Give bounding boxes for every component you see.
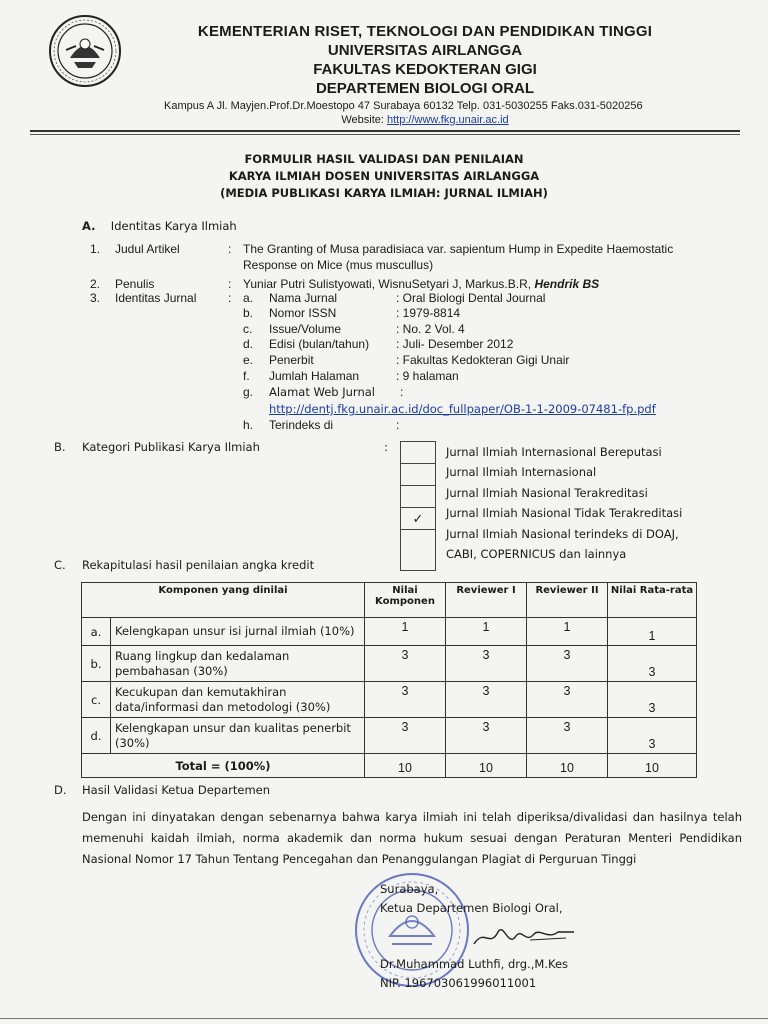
- university-name: UNIVERSITAS AIRLANGGA: [327, 42, 523, 59]
- category-checkbox-checked[interactable]: ✓: [401, 507, 435, 529]
- website-label: Website:: [341, 114, 384, 126]
- journal-value: : 9 halaman: [396, 369, 459, 383]
- total-value: 10: [365, 754, 446, 778]
- article-title-line1: The Granting of Musa paradisiaca var. sapientum Hump in Expedite Haemostatic: [243, 242, 674, 256]
- cell-reviewer1: 3: [446, 682, 527, 718]
- section-letter: A.: [82, 219, 96, 233]
- signer-nip: NIP. 196703061996011001: [380, 976, 537, 990]
- category-label: Jurnal Ilmiah Internasional: [446, 465, 597, 480]
- website-line: [130, 114, 720, 126]
- faculty-name: FAKULTAS KEDOKTERAN GIGI: [313, 61, 537, 78]
- journal-label: Penerbit: [269, 353, 314, 367]
- journal-value: : 1979-8814: [396, 306, 461, 320]
- cell-value: 1: [365, 618, 446, 646]
- row-no: b.: [82, 646, 111, 682]
- section-b-title: Kategori Publikasi Karya Ilmiah: [82, 440, 260, 454]
- validation-statement: Dengan ini dinyatakan dengan sebenarnya bahwa karya ilmiah ini telah diperiksa/divalidasi dan hasilnya telah memenuhi kaidah ilmiah, norma akademik dan norma hukum sesuai dengan Peraturan Menteri Pendidikan Nasional Nomor 17 Tahun Tentang Pencegahan dan Penanggulangan Plagiat di Perguruan Tinggi: [82, 810, 742, 866]
- cell-value: 3: [365, 718, 446, 754]
- article-title-line2: Response on Mice (mus muscullus): [243, 258, 434, 272]
- table-row: [82, 646, 697, 682]
- item-no: 3.: [90, 291, 101, 305]
- row-no: a.: [82, 618, 111, 646]
- row-no: c.: [82, 682, 111, 718]
- signer-name: Dr.Muhammad Luthfi, drg.,M.Kes: [380, 957, 569, 971]
- handwritten-signature-icon: [470, 918, 580, 952]
- journal-value: : Juli- Desember 2012: [396, 337, 514, 351]
- journal-web-link[interactable]: http://dentj.fkg.unair.ac.id/doc_fullpaper/OB-1-1-2009-07481-fp.pdf: [269, 402, 656, 416]
- journal-letter: c.: [243, 322, 253, 336]
- section-d-title: Hasil Validasi Ketua Departemen: [82, 783, 271, 797]
- journal-letter: e.: [243, 353, 254, 367]
- cell-average: 3: [608, 682, 697, 718]
- row-component: Ruang lingkup dan kedalaman pembahasan (30%): [111, 646, 365, 682]
- letterhead: [130, 22, 720, 126]
- journal-value: : Fakultas Kedokteran Gigi Unair: [396, 353, 570, 367]
- journal-letter: b.: [243, 306, 254, 320]
- table-row: [82, 682, 697, 718]
- form-title: [0, 151, 768, 202]
- page-bottom-edge: [0, 1018, 768, 1019]
- university-seal-icon: [48, 14, 122, 88]
- row-component: Kelengkapan unsur dan kualitas penerbit (30%): [111, 718, 365, 754]
- item-sep: :: [228, 242, 232, 256]
- total-label: Total = (100%): [82, 754, 365, 778]
- journal-label: Terindeks di: [269, 418, 334, 432]
- cell-reviewer1: 1: [446, 618, 527, 646]
- section-b-letter: B.: [54, 440, 66, 454]
- journal-label: Alamat Web Jurnal: [269, 385, 375, 399]
- journal-value: : No. 2 Vol. 4: [396, 322, 465, 336]
- cell-reviewer1: 3: [446, 718, 527, 754]
- journal-letter: h.: [243, 418, 254, 432]
- journal-letter: d.: [243, 337, 254, 351]
- cell-reviewer2: 3: [527, 646, 608, 682]
- journal-label: Nomor ISSN: [269, 306, 337, 320]
- category-checkboxes: [400, 441, 436, 571]
- journal-label: Edisi (bulan/tahun): [269, 337, 370, 351]
- item-label: Judul Artikel: [115, 242, 180, 256]
- item-no: 2.: [90, 277, 101, 291]
- website-link[interactable]: http://www.fkg.unair.ac.id: [386, 114, 509, 126]
- department-name: DEPARTEMEN BIOLOGI ORAL: [315, 80, 535, 97]
- cell-reviewer2: 3: [527, 718, 608, 754]
- total-reviewer1: 10: [446, 754, 527, 778]
- journal-value: :: [400, 385, 404, 399]
- ministry-name: KEMENTERIAN RISET, TEKNOLOGI DAN PENDIDIKAN TINGGI: [197, 23, 653, 40]
- journal-label: Jumlah Halaman: [269, 369, 360, 383]
- category-label: Jurnal Ilmiah Internasional Bereputasi: [446, 445, 662, 459]
- table-row: [82, 718, 697, 754]
- table-total-row: [82, 754, 697, 778]
- journal-web-line: [269, 402, 656, 416]
- total-average: 10: [608, 754, 697, 778]
- item-sep: :: [228, 291, 232, 305]
- cell-reviewer2: 1: [527, 618, 608, 646]
- section-a-heading: [82, 219, 237, 233]
- journal-value: : Oral Biologi Dental Journal: [396, 291, 546, 305]
- row-component: Kecukupan dan kemutakhiran data/informasi dan metodologi (30%): [111, 682, 365, 718]
- form-title-line2: KARYA ILMIAH DOSEN UNIVERSITAS AIRLANGGA: [228, 169, 540, 183]
- col-header-average: Nilai Rata-rata: [608, 583, 697, 618]
- section-c-letter: C.: [54, 558, 66, 572]
- category-label: Jurnal Ilmiah Nasional Terakreditasi: [446, 485, 648, 500]
- section-b-sep: :: [384, 440, 388, 454]
- cell-reviewer1: 3: [446, 646, 527, 682]
- category-checkbox[interactable]: [401, 441, 435, 463]
- row-no: d.: [82, 718, 111, 754]
- category-label: Jurnal Ilmiah Nasional terindeks di DOAJ,: [446, 526, 679, 541]
- address: Kampus A Jl. Mayjen.Prof.Dr.Moestopo 47 Surabaya 60132 Telp. 031-5030255 Faks.031-5020256: [164, 100, 643, 112]
- total-reviewer2: 10: [527, 754, 608, 778]
- col-header-component: Komponen yang dinilai: [82, 583, 365, 618]
- author-highlight: Hendrik BS: [534, 277, 600, 291]
- journal-label: Issue/Volume: [269, 322, 342, 336]
- credit-table: [81, 582, 697, 778]
- journal-label: Nama Jurnal: [269, 291, 338, 305]
- category-checkbox[interactable]: [401, 463, 435, 485]
- item-sep: :: [228, 277, 232, 291]
- category-checkbox[interactable]: [401, 485, 435, 507]
- form-title-line1: FORMULIR HASIL VALIDASI DAN PENILAIAN: [244, 152, 524, 166]
- col-header-value: Nilai Komponen: [365, 583, 446, 618]
- journal-letter: g.: [243, 385, 254, 399]
- authors: [243, 277, 599, 291]
- header-divider-thin: [30, 134, 740, 135]
- cell-average: 1: [608, 618, 697, 646]
- cell-average: 3: [608, 646, 697, 682]
- cell-average: 3: [608, 718, 697, 754]
- section-title: Identitas Karya Ilmiah: [110, 219, 237, 233]
- col-header-reviewer1: Reviewer I: [446, 583, 527, 618]
- journal-letter: f.: [243, 369, 250, 383]
- category-labels: [446, 442, 682, 564]
- category-label-cont: CABI, COPERNICUS dan lainnya: [446, 547, 627, 562]
- category-checkbox[interactable]: [401, 529, 435, 571]
- section-d-letter: D.: [54, 783, 67, 797]
- authors-list: Yuniar Putri Sulistyowati, WisnuSetyari J, Markus.B.R,: [243, 277, 532, 291]
- signature-role: Ketua Departemen Biologi Oral,: [380, 901, 563, 915]
- table-header-row: [82, 583, 697, 618]
- table-row: [82, 618, 697, 646]
- form-title-line3: (MEDIA PUBLIKASI KARYA ILMIAH: JURNAL ILMIAH): [220, 186, 548, 200]
- signature-city: Surabaya,: [380, 882, 439, 896]
- item-label: Identitas Jurnal: [115, 291, 197, 305]
- journal-letter: a.: [243, 291, 254, 305]
- section-c-title: Rekapitulasi hasil penilaian angka kredit: [82, 558, 315, 572]
- journal-value: :: [396, 418, 400, 432]
- cell-reviewer2: 3: [527, 682, 608, 718]
- cell-value: 3: [365, 646, 446, 682]
- item-label: Penulis: [115, 277, 155, 291]
- header-divider: [30, 130, 740, 132]
- col-header-reviewer2: Reviewer II: [527, 583, 608, 618]
- cell-value: 3: [365, 682, 446, 718]
- row-component: Kelengkapan unsur isi jurnal ilmiah (10%): [111, 618, 365, 646]
- category-label: Jurnal Ilmiah Nasional Tidak Terakreditasi: [446, 506, 683, 521]
- item-no: 1.: [90, 242, 101, 256]
